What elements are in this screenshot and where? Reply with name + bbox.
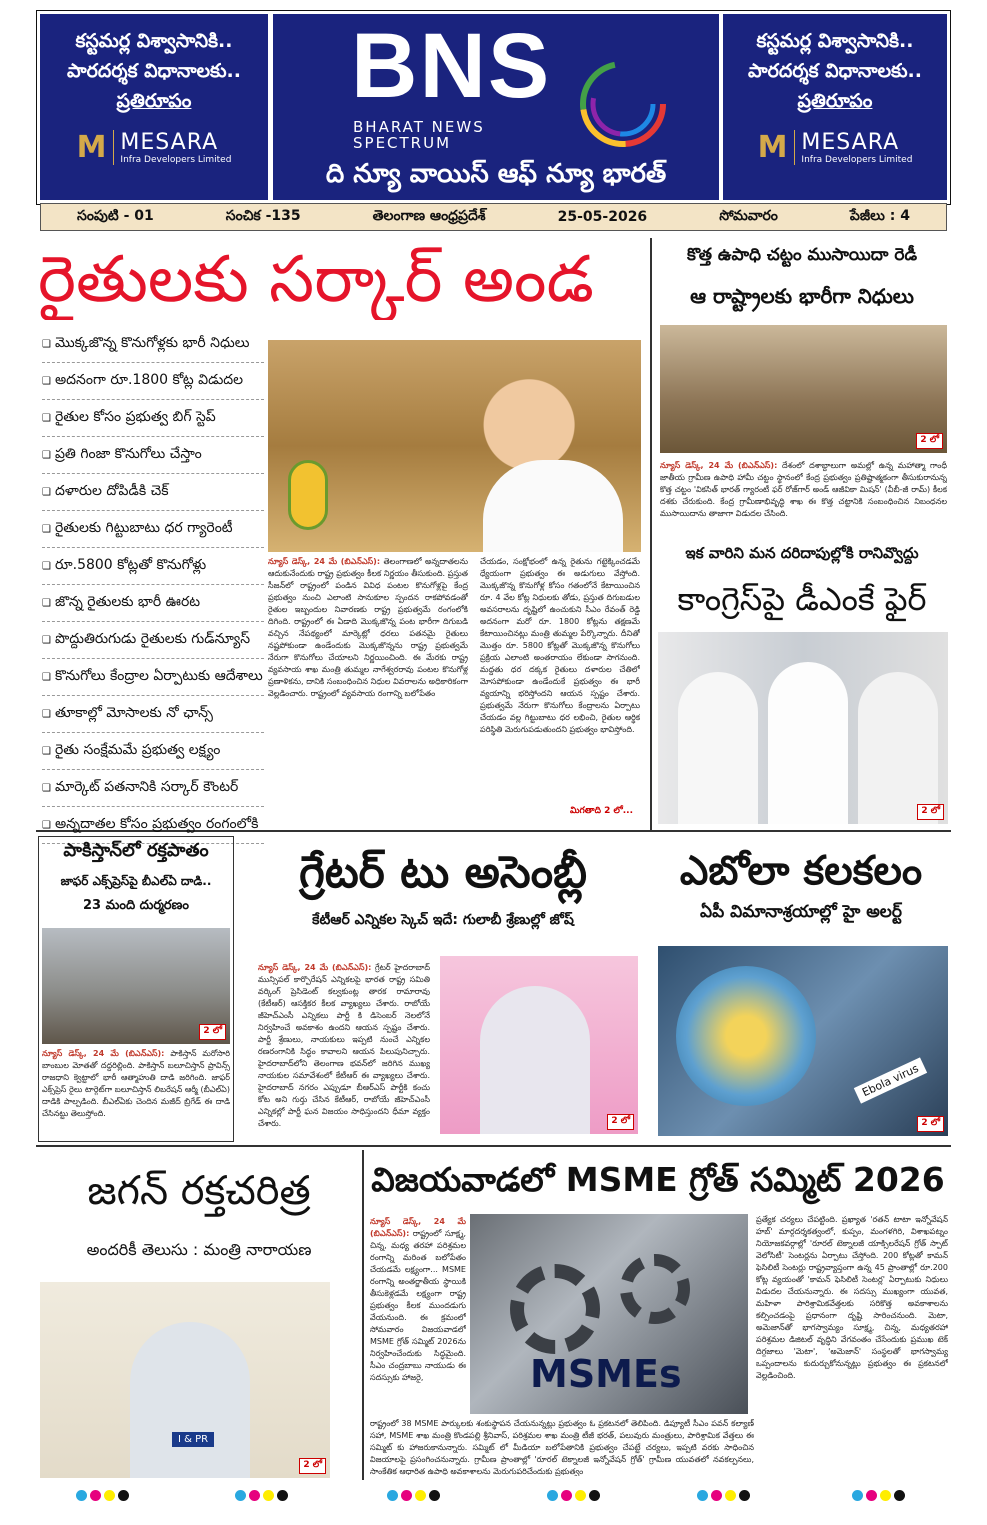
article-text: పాకిస్తాన్ మరోసారి బాంబుల మోతతో దద్దరిల్లింది. పాకిస్తాన్ బలూచిస్తాన్ ప్రావిన్స్ రాజధాని క్వెట్టాలో భారీ ఆత్మాహుతి దాడి జరిగింది. జాఫర్ ఎక్స్‌ప్రెస్ రైలు టార్గెట్‌గా బలూచిస్తాన్ లిబరేషన్ ఆర్మీ (బీఎల్ఏ) దాడికి పాల్పడింది. బీఎల్ఏకు చెందిన మజీద్ బ్రిగేడ్ ఈ దాడి చేసినట్టు తెలుస్తోంది. <box>42 1049 230 1118</box>
ad-brand: MESARA <box>801 130 900 155</box>
register-dot <box>90 1490 101 1501</box>
jagan-photo[interactable] <box>40 1282 330 1478</box>
register-dot <box>249 1490 260 1501</box>
ad-line-1: కస్టమర్ల విశ్వాసానికి.. <box>75 30 233 52</box>
register-marks <box>387 1490 440 1501</box>
register-dot <box>866 1490 877 1501</box>
register-dot <box>575 1490 586 1501</box>
list-item: ❑ దళారుల దోపిడీకి చెక్ <box>42 474 264 511</box>
article-text: ప్రత్యేక చర్యలు చేపట్టింది. ప్రఖ్యాత 'రతన్ టాటా ఇన్నోవేషన్ హబ్' మార్గదర్శకత్వంలో, కుప్పం, మంగళగిరి, విశాఖపట్నం నియోజకవర్గాల్లో 'రూరల్ టెక్నాలజీ యాక్సిలరేషన్ గ్రోత్ స్పాట్ వెలోసిటీ' సెంటర్లను ఏర్పాటు చేస్తోంది. 200 కోట్లతో కామన్ ఫెసిలిటీ సెంటర్లు రాష్ట్రవ్యాప్తంగా ఉన్న 45 ప్రాంతాల్లో రూ.200 కోట్ల వ్యయంతో 'కామన్ ఫెసిలిటీ సెంటర్ల' ఏర్పాటుకు నిధులు విడుదల చేయనున్నారు. ఈ సదస్సు ముఖ్యంగా యువత, మహిళా పారిశ్రామికవేత్తలకు సరికొత్త అవకాశాలను కల్పించడంపై ప్రధానంగా దృష్టి సారించనుంది. మెటా, అమెజాన్‌తో భాగస్వామ్యం సూక్ష్మ, చిన్న, మధ్యతరహా పరిశ్రమల డిజిటల్ వృద్ధిని వేగవంతం చేసేందుకు ప్రముఖ టెక్ దిగ్గజాలు 'మెటా', 'అమెజాన్' సంస్థలతో భాగస్వామ్య ఒప్పందాలను కుదుర్చుకోనున్నట్లు ప్రభుత్వం ఈ ప్రకటనలో వెల్లడించింది. <box>756 1215 948 1380</box>
register-marks <box>697 1490 750 1501</box>
list-item: ❑ మొక్కజొన్న కొనుగోళ్లకు భారీ నిధులు <box>42 326 264 363</box>
dmk-kicker[interactable]: ఇక వారిని మన దరిదాపుల్లోకి రానివ్వొద్దు <box>685 544 919 562</box>
divider <box>36 1145 951 1147</box>
register-dot <box>387 1490 398 1501</box>
list-item: ❑ కొనుగోలు కేంద్రాల ఏర్పాటుకు ఆదేశాలు <box>42 659 264 696</box>
article-text: గ్రేటర్ హైదరాబాద్ మున్సిపల్ కార్పొరేషన్ ఎన్నికలపై భారత రాష్ట్ర సమితి వర్కింగ్ ప్రెసిడెంట్ కల్వకుంట్ల తారక రామారావు (కేటీఆర్) ఆసక్తికర కీలక వ్యాఖ్యలు చేశారు. రాబోయే జీహెచ్ఎంసీ ఎన్నికలు పార్టీ కి డిసెంబర్ నెలలోనే నిర్వహించే అవకాశం ఉందని ఆయన స్పష్టం చేశారు. పార్టీ శ్రేణులు, నాయకులు ఇప్పటి నుంచే ఎన్నికల రణరంగానికి సిద్ధం కావాలని ఆయన పిలుపునిచ్చారు. హైదరాబాద్‌లోని తెలంగాణ భవన్‌లో జరిగిన ముఖ్య నాయకుల సమావేశంలో కేటీఆర్ ఈ వ్యాఖ్యలు చేశారు. హైదరాబాద్ నగరం ఎప్పుడూ బీఆర్ఎస్ పార్టీకి కంచు కోట అని గుర్తు చేసిన కేటీఆర్, రాబోయే జీహెచ్ఎంసీ ఎన్నికల్లో పార్టీ ఘన విజయం సాధిస్తుందని ధీమా వ్యక్తం చేశారు. <box>258 963 430 1128</box>
continued-link[interactable]: మిగతాది 2 లో... <box>570 806 634 816</box>
ebola-photo[interactable] <box>658 946 948 1136</box>
job-law-photo[interactable] <box>660 325 947 453</box>
page-ref-badge[interactable]: 2 లో <box>917 1116 944 1132</box>
job-law-headline-2[interactable]: ఆ రాష్ట్రాలకు భారీగా నిధులు <box>690 284 914 308</box>
register-marks <box>852 1490 905 1501</box>
dateline: న్యూస్ డెస్క్, 24 మే (బిఎన్ఎస్): <box>660 461 778 470</box>
logo-line-1: BHARAT NEWS <box>353 118 485 136</box>
issue-label: సంచిక -135 <box>225 207 301 224</box>
logo-line-2: SPECTRUM <box>353 134 452 152</box>
register-dot <box>277 1490 288 1501</box>
corn-icon <box>288 460 328 530</box>
date-label: 25-05-2026 <box>557 209 648 225</box>
divider <box>362 1150 364 1480</box>
register-dot <box>739 1490 750 1501</box>
pakistan-headline[interactable]: పాకిస్తాన్‌లో రక్తపాతం <box>63 840 209 861</box>
spectrum-swirl-icon <box>573 54 673 154</box>
register-dot <box>697 1490 708 1501</box>
lead-body-col-2 <box>480 556 640 806</box>
msme-headline[interactable]: విజయవాడలో MSME గ్రోత్ సమ్మిట్ 2026 <box>371 1160 945 1199</box>
person-figure <box>858 672 938 824</box>
register-dot <box>429 1490 440 1501</box>
right-advertisement[interactable] <box>723 14 947 200</box>
left-advertisement[interactable] <box>40 14 268 200</box>
gear-icon <box>620 1254 690 1324</box>
ad-line-3: ప్రతిరూపం <box>797 90 873 112</box>
dmk-headline[interactable]: కాంగ్రెస్‌పై డీఎంకే ఫైర్ <box>677 580 927 618</box>
tagline: ది న్యూ వాయిస్ ఆఫ్ న్యూ భారత్ <box>325 159 667 189</box>
person-figure <box>130 1322 250 1478</box>
pakistan-body <box>42 1048 230 1138</box>
register-dot <box>76 1490 87 1501</box>
list-item: ❑ పొద్దుతిరుగుడు రైతులకు గుడ్‌న్యూస్ <box>42 622 264 659</box>
list-item: ❑ రైతు సంక్షేమమే ప్రభుత్వ లక్ష్యం <box>42 733 264 770</box>
lead-headline[interactable]: రైతులకు సర్కార్ అండ <box>38 243 594 317</box>
list-item: ❑ రూ.5800 కోట్లతో కొనుగోళ్లు <box>42 548 264 585</box>
msme-body-bottom <box>370 1418 754 1476</box>
volume-label: సంపుటి - 01 <box>77 207 154 224</box>
job-law-headline-1[interactable]: కొత్త ఉపాధి చట్టం ముసాయిదా రెడీ <box>686 245 918 265</box>
jagan-headline[interactable]: జగన్ రక్తచరిత్ర <box>87 1168 311 1214</box>
pakistan-sub-1: జాఫర్ ఎక్స్‌ప్రెస్‌పై బీఎల్ఏ దాడి.. <box>60 874 212 888</box>
vial-label: Ebola virus <box>854 1057 927 1103</box>
list-item: ❑ జొన్న రైతులకు భారీ ఊరట <box>42 585 264 622</box>
msme-body-col-1 <box>370 1216 466 1416</box>
dateline: న్యూస్ డెస్క్, 24 మే (బిఎన్ఎస్): <box>258 963 372 972</box>
list-item: ❑ రైతులకు గిట్టుబాటు ధర గ్యారెంటీ <box>42 511 264 548</box>
virus-illustration <box>676 966 816 1106</box>
register-dot <box>711 1490 722 1501</box>
bns-logo[interactable]: BNS <box>351 15 552 117</box>
register-dot <box>589 1490 600 1501</box>
dateline: న్యూస్ డెస్క్, 24 మే (బిఎన్ఎస్): <box>268 557 381 566</box>
pakistan-photo[interactable] <box>42 928 230 1044</box>
list-item: ❑ మార్కెట్ పతనానికి సర్కార్ కౌంటర్ <box>42 770 264 807</box>
lead-bullet-list <box>42 326 264 844</box>
article-text: రాష్ట్రంలో 38 MSME పార్కులకు శంకుస్థాపన చేయనున్నట్లు ప్రభుత్వం ఓ ప్రకటనలో తెలిపింది. డిప్యూటీ సీఎం పవన్ కల్యాణ్ సహా, MSME శాఖ మంత్రి కొండపల్లి శ్రీనివాస్, పరిశ్రమల శాఖ మంత్రి టీజీ భరత్, పలువురు మంత్రులు, పారిశ్రామిక వేత్తలు ఈ సమ్మిట్ కు హాజరుకానున్నారు. సమ్మిట్ లో మీడియా బలోపేతానికి ప్రభుత్వం చేపట్టే చర్యలు, ఇప్పటి వరకు సాధించిన విజయాలపై ప్రసంగించనున్నారు. గ్రామీణ ప్రాంతాల్లో 'రూరల్ టెక్నాలజీ ఇన్నోవేషన్ గ్రోత్' గ్రామీణ యువతలో నవకల్పనలు, సాంకేతిక ఆధారిత ఉపాధి అవకాశాలను మెరుగుపరిచేందుకు ప్రభుత్వం <box>370 1419 754 1476</box>
mesara-logo-icon: M <box>76 130 108 165</box>
states-label: తెలంగాణ ఆంధ్రప్రదేశ్ <box>372 207 486 224</box>
msme-image-label: MSMEs <box>530 1352 682 1396</box>
dmk-photo[interactable] <box>658 632 948 824</box>
list-item: ❑ అన్నదాతల కోసం ప్రభుత్వం రంగంలోకి <box>42 807 264 844</box>
person-figure <box>480 986 590 1134</box>
ebola-headline[interactable]: ఎబోలా కలకలం <box>679 848 923 894</box>
greater-headline[interactable]: గ్రేటర్ టు అసెంబ్లీ <box>299 847 587 898</box>
page-ref-badge[interactable]: 2 లో <box>299 1458 326 1474</box>
page-ref-badge[interactable]: 2 లో <box>916 433 943 449</box>
register-marks <box>235 1490 288 1501</box>
page-ref-badge[interactable]: 2 లో <box>199 1024 226 1040</box>
info-bar <box>40 203 947 231</box>
list-item: ❑ ప్రతి గింజా కొనుగోలు చేస్తాం <box>42 437 264 474</box>
podium-label: I & PR <box>172 1432 214 1447</box>
greater-subhead: కేటీఆర్ ఎన్నికల స్కెచ్ ఇదే: గులాబీ శ్రేణుల్లో జోష్ <box>312 912 574 928</box>
jagan-subhead: అందరికీ తెలుసు : మంత్రి నారాయణ <box>86 1240 312 1259</box>
page-ref-badge[interactable]: 2 లో <box>607 1114 634 1130</box>
ad-line-3: ప్రతిరూపం <box>116 90 192 112</box>
register-dot <box>725 1490 736 1501</box>
greater-body <box>258 962 430 1138</box>
ad-brand: MESARA <box>120 130 219 155</box>
masthead-logo-panel <box>273 14 719 200</box>
register-dot <box>561 1490 572 1501</box>
ad-line-1: కస్టమర్ల విశ్వాసానికి.. <box>756 30 914 52</box>
register-dot <box>104 1490 115 1501</box>
dateline: న్యూస్ డెస్క్, 24 మే (బిఎన్ఎస్): <box>370 1217 466 1238</box>
page-ref-badge[interactable]: 2 లో <box>917 804 944 820</box>
dateline: న్యూస్ డెస్క్, 24 మే (బిఎన్ఎస్): <box>42 1049 165 1058</box>
greater-photo[interactable] <box>440 956 638 1134</box>
ad-line-2: పారదర్శక విధానాలకు.. <box>67 60 241 82</box>
list-item: ❑ అదనంగా రూ.1800 కోట్ల విడుదల <box>42 363 264 400</box>
register-dot <box>547 1490 558 1501</box>
msme-photo[interactable] <box>470 1214 748 1414</box>
register-dot <box>263 1490 274 1501</box>
day-label: సోమవారం <box>719 207 778 224</box>
lead-body-col-1 <box>268 556 468 810</box>
register-dot <box>852 1490 863 1501</box>
person-figure <box>678 672 758 824</box>
msme-body-col-2 <box>756 1214 948 1476</box>
divider <box>650 238 652 830</box>
pakistan-sub-2: 23 మంది దుర్మరణం <box>83 898 189 913</box>
article-text: రాష్ట్రంలో సూక్ష్మ, చిన్న, మధ్య తరహా పరిశ్రమల రంగాన్ని మరింత బలోపేతం చేయడమే లక్ష్యంగా... MSME రంగాన్ని అంతర్జాతీయ స్థాయికి తీసుకెళ్లడమే లక్ష్యంగా రాష్ట్ర ప్రభుత్వం కీలక ముందడుగు వేయనుంది. ఈ క్రమంలో సోమవారం విజయవాడలో MSME గ్రోత్ సమ్మిట్ 2026ను నిర్వహించేందుకు సిద్ధమైంది. సీఎం చంద్రబాబు నాయుడు ఈ సదస్సుకు హాజరై, <box>370 1229 466 1382</box>
job-law-body <box>660 460 947 526</box>
register-dot <box>401 1490 412 1501</box>
article-text: తెలంగాణలో అన్నదాతలను ఆదుకునేందుకు రాష్ట్ర ప్రభుత్వం కీలక నిర్ణయం తీసుకుంది. ప్రస్తుత సీజన్‌లో రాష్ట్రంలో పండిన వివిధ పంటల కొనుగోళ్లపై కేంద్ర ప్రభుత్వం నుంచి ఎలాంటి సానుకూల స్పందన రాకపోవడంతో రైతుల ఇబ్బందుల నివారణకు రాష్ట్ర ప్రభుత్వమే రంగంలోకి దిగింది. రాష్ట్రంలో ఈ ఏడాది మొక్కజొన్న పంట భారీగా దిగుబడి వచ్చిన నేపథ్యంలో మార్కెట్లో ధరలు పతనమై రైతులు నష్టపోకుండా ఉండేందుకు మొక్కజొన్నను రాష్ట్ర ప్రభుత్వమే నేరుగా కొనుగోలు చేయాలని నిర్ణయించింది. ఈ మేరకు రాష్ట్ర వ్యవసాయ శాఖ మంత్రి తుమ్మల నాగేశ్వరరావు పంటల కొనుగోళ్ల ప్రణాళికను, దానికి సంబంధించిన నిధుల వివరాలను అధికారికంగా వెల్లడించారు. రాష్ట్రంలో వ్యవసాయ రంగాన్ని బలోపేతం <box>268 557 468 698</box>
article-text: చేయడం, సంక్షోభంలో ఉన్న రైతును గట్టెక్కించడమే ధ్యేయంగా ప్రభుత్వం ఈ అడుగులు వేస్తోంది. మొక్కజొన్న కొనుగోళ్ల కోసం గతంలోనే కేటాయించిన రూ. 4 వేల కోట్ల నిధులకు తోడు, ప్రస్తుత దిగుబడుల అవసరాలను దృష్టిలో ఉంచుకుని సీఎం రేవంత్ రెడ్డి అదనంగా మరో రూ. 1800 కోట్లను తక్షణమే కేటాయించినట్లు మంత్రి తుమ్మల పేర్కొన్నారు. దీనితో మొత్తం రూ. 5800 కోట్లతో మొక్కజొన్న కొనుగోలు ప్రక్రియ ఎలాంటి అంతరాయం లేకుండా సాగనుంది. మద్దతు ధర దక్కక రైతులు దళారుల చేతిలో మోసపోకుండా ఉండేందుకే ప్రభుత్వం ఈ భారీ వ్యయాన్ని భరిస్తోందని ఆయన స్పష్టం చేశారు. ప్రభుత్వమే నేరుగా కొనుగోలు కేంద్రాలను ఏర్పాటు చేయడం వల్ల గిట్టుబాటు ధర లభించి, రైతుల ఆర్థిక పరిస్థితి మెరుగుపడుతుందని ప్రభుత్వం భావిస్తోంది. <box>480 557 640 734</box>
gear-icon <box>510 1264 600 1354</box>
list-item: ❑ రైతుల కోసం ప్రభుత్వ బిగ్ స్టెప్ <box>42 400 264 437</box>
person-figure <box>768 662 848 824</box>
register-dot <box>235 1490 246 1501</box>
register-dot <box>118 1490 129 1501</box>
register-marks <box>547 1490 600 1501</box>
pages-label: పేజీలు : 4 <box>849 207 910 224</box>
register-dot <box>880 1490 891 1501</box>
register-marks <box>76 1490 129 1501</box>
list-item: ❑ తూకాల్లో మోసాలకు నో ఛాన్స్ <box>42 696 264 733</box>
article-text: దేశంలో దశాబ్దాలుగా అమల్లో ఉన్న మహాత్మా గాంధీ జాతీయ గ్రామీణ ఉపాధి హామీ చట్టం స్థానంలో కేంద్ర ప్రభుత్వం ప్రతిష్టాత్మకంగా తీసుకురానున్న కొత్త చట్టం 'వికసిత్ భారత్ గ్యారంటీ ఫర్ రోజ్‌గార్ అండ్ ఆజీవికా మిషన్' (వీబీ-జీ రామ్) కీలక దశకు చేరుకుంది. కేంద్ర గ్రామీణాభివృద్ధి శాఖ ఈ కొత్త చట్టానికి సంబంధించిన నిబంధనల ముసాయిదాను తాజాగా విడుదల చేసింది. <box>660 461 947 518</box>
person-figure <box>483 460 623 552</box>
ad-line-2: పారదర్శక విధానాలకు.. <box>748 60 922 82</box>
register-dot <box>415 1490 426 1501</box>
ebola-subhead: ఏపీ విమానాశ్రయాల్లో హై అలర్ట్ <box>700 902 902 922</box>
register-dot <box>894 1490 905 1501</box>
ad-brand-sub: Infra Developers Limited <box>120 155 232 165</box>
mesara-logo-icon: M <box>757 130 789 165</box>
lead-photo[interactable] <box>268 340 641 552</box>
ad-brand-sub: Infra Developers Limited <box>801 155 913 165</box>
